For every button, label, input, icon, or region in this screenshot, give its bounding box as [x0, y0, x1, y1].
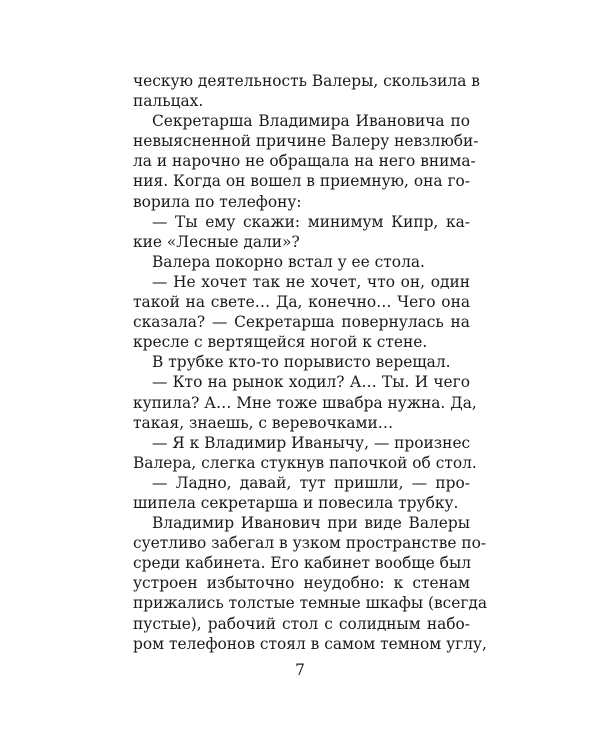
text-line: — Кто на рынок ходил? А… Ты. И чего [152, 373, 470, 392]
text-line: Валера покорно встал у ее стола. [152, 252, 425, 271]
text-line: купила? А… Мне тоже швабра нужна. Да, [133, 393, 477, 412]
text-line: прижались толстые темные шкафы (всегда [133, 594, 488, 613]
text-line: — Ладно, давай, тут пришли, — про- [152, 473, 470, 492]
text-line: такой на свете… Да, конечно… Чего она [133, 293, 470, 312]
text-line: В трубке кто-то порывисто верещал. [152, 353, 451, 372]
text-line: ла и нарочно не обращала на него внима- [133, 152, 476, 171]
text-line: пальцах. [133, 92, 204, 111]
text-line: — Я к Владимир Иванычу, — произнес [152, 433, 471, 452]
text-line: кие «Лесные дали»? [133, 232, 300, 251]
text-line: среди кабинета. Его кабинет вообще был [133, 554, 471, 573]
text-line: ческую деятельность Валеры, скользила в [133, 72, 480, 90]
text-line: сказала? — Секретарша повернулась на [133, 313, 470, 332]
text-line: кресле с вертящейся ногой к стене. [133, 333, 428, 352]
text-line: ния. Когда он вошел в приемную, она го- [133, 172, 470, 191]
text-line: суетливо забегал в узком пространстве по- [133, 534, 487, 553]
page-number: 7 [295, 661, 305, 679]
body-text [133, 71, 488, 654]
text-line: — Ты ему скажи: минимум Кипр, ка- [152, 212, 470, 231]
text-line: Секретарша Владимира Ивановича по [152, 112, 470, 131]
text-line: — Не хочет так не хочет, что он, один [152, 272, 470, 291]
text-line: пустые), рабочий стол с солидным набо- [133, 614, 470, 633]
text-line: Владимир Иванович при виде Валеры [152, 514, 470, 533]
text-line: Валера, слегка стукнув папочкой об стол. [133, 453, 477, 472]
text-line: такая, знаешь, с веревочками… [133, 413, 394, 432]
text-line: ворила по телефону: [133, 192, 302, 211]
text-line: устроен избыточно неудобно: к стенам [133, 574, 470, 593]
text-line: невыясненной причине Валеру невзлюби- [133, 132, 479, 151]
text-line: ром телефонов стоял в самом темном углу, [133, 634, 487, 653]
text-line: шипела секретарша и повесила трубку. [133, 493, 459, 512]
